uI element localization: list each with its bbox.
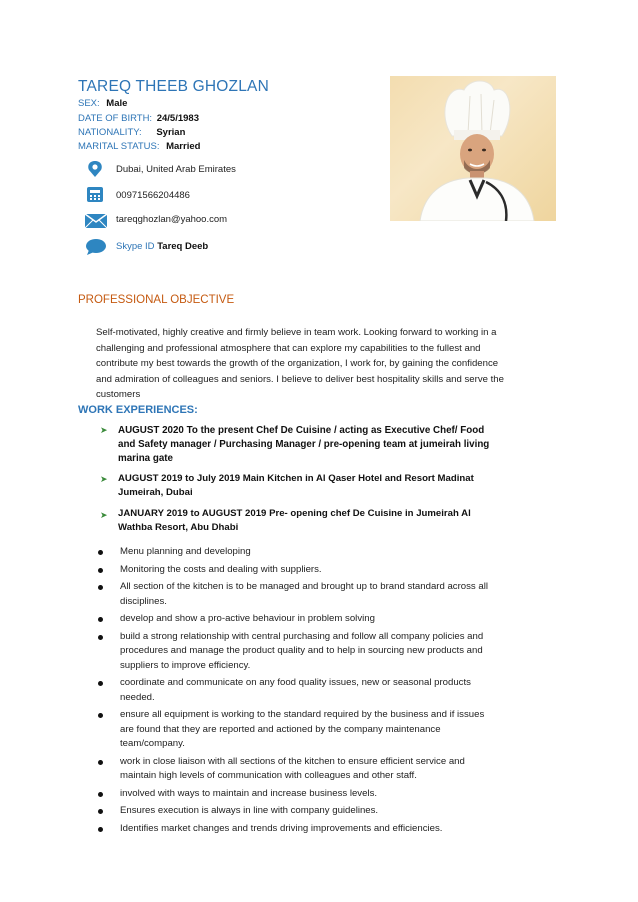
duty-text: work in close liaison with all sections of the kitchen to ensure efficient service and maintain high levels of communication with colleagues and other staff.: [120, 755, 465, 781]
experience-item: AUGUST 2019 to July 2019 Main Kitchen in Al Qaser Hotel and Resort Madinat Jumeirah, Dubai: [118, 473, 474, 498]
duty-text: Ensures execution is always in line with company guidelines.: [120, 805, 379, 816]
duty-item: [98, 787, 498, 802]
bullet-dot-icon: [98, 568, 103, 573]
phone-text: 00971566204486: [116, 190, 190, 201]
duty-text: involved with ways to maintain and increase business levels.: [120, 787, 378, 799]
duty-item: [98, 822, 498, 837]
email-text[interactable]: tareqghozlan@yahoo.com: [116, 214, 228, 225]
duty-text: Menu planning and developing: [120, 546, 251, 557]
location-pin-icon: [84, 160, 106, 176]
bullet-dot-icon: [98, 809, 103, 814]
skype-label: Skype ID: [116, 241, 155, 252]
marital-value: Married: [166, 141, 201, 152]
nationality-value: Syrian: [156, 127, 186, 138]
bullet-dot-icon: [98, 681, 103, 686]
phone-icon: [84, 186, 106, 202]
duty-text: Monitoring the costs and dealing with suppliers.: [120, 563, 322, 575]
duty-item: [98, 676, 498, 705]
profile-photo: [390, 76, 556, 221]
duty-item: [98, 708, 498, 752]
nationality-row: [78, 127, 185, 138]
experience-item: AUGUST 2020 To the present Chef De Cuisine / acting as Executive Chef/ Food and Safety manager / Purchasing Manager / pre-opening team at jumeirah living marina gate: [118, 425, 490, 464]
duty-text: develop and show a pro-active behaviour in problem solving: [120, 613, 375, 624]
dob-row: [78, 113, 199, 124]
duties-list: [98, 545, 498, 839]
duty-item: [98, 804, 498, 819]
bullet-dot-icon: [98, 550, 103, 555]
arrow-bullet-icon: ➤: [100, 474, 108, 484]
bullet-dot-icon: [98, 792, 103, 797]
duty-text: ensure all equipment is working to the standard required by the business and if issues are found that they are reported and actioned by the company maintenance team/company.: [120, 709, 485, 749]
bullet-dot-icon: [98, 617, 103, 622]
duty-text: build a strong relationship with central purchasing and follow all company policies and procedures and manage the product quality and to help in sourcing new products and suppliers to improve efficiency.: [120, 630, 484, 671]
location-text: Dubai, United Arab Emirates: [116, 164, 236, 175]
objective-text: Self-motivated, highly creative and firmly believe in team work. Looking forward to working in a challenging and professional atmosphere that can explore my capabilities to the fullest and contribute my best towards the growth of the organization, I work for, by gaining the confidence and admiration of colleagues and seniors. I believe to deliver best hospitality skills and serve the customers: [96, 327, 504, 400]
resume-name: TAREQ THEEB GHOZLAN: [78, 78, 269, 95]
dob-label: DATE OF BIRTH:: [78, 113, 153, 124]
marital-row: [78, 141, 200, 152]
dob-value: 24/5/1983: [156, 113, 199, 124]
sex-row: [78, 98, 127, 109]
duty-item: [98, 612, 498, 627]
skype-row: [116, 241, 208, 252]
arrow-bullet-icon: ➤: [100, 425, 108, 435]
email-envelope-icon: [84, 213, 106, 229]
sex-value: Male: [106, 98, 128, 109]
bullet-dot-icon: [98, 635, 103, 640]
arrow-bullet-icon: ➤: [100, 510, 108, 520]
work-heading: WORK EXPERIENCES:: [78, 404, 198, 416]
duty-text: coordinate and communicate on any food quality issues, new or seasonal products needed.: [120, 677, 471, 703]
duty-item: [98, 630, 498, 674]
duty-text: Identifies market changes and trends driving improvements and efficiencies.: [120, 822, 443, 834]
experience-item: JANUARY 2019 to AUGUST 2019 Pre- opening chef De Cuisine in Jumeirah Al Wathba Resort, Abu Dhabi: [118, 508, 471, 533]
duty-item: [98, 563, 498, 578]
bullet-dot-icon: [98, 585, 103, 590]
duty-item: [98, 545, 498, 560]
duty-item: [98, 755, 498, 784]
duty-text: All section of the kitchen is to be managed and brought up to brand standard across all disciplines.: [120, 581, 488, 607]
marital-label: MARITAL STATUS:: [78, 141, 160, 152]
duty-item: [98, 580, 498, 609]
bullet-dot-icon: [98, 713, 103, 718]
skype-value: Tareq Deeb: [157, 241, 209, 252]
nationality-label: NATIONALITY:: [78, 127, 142, 138]
bullet-dot-icon: [98, 760, 103, 765]
objective-heading: PROFESSIONAL OBJECTIVE: [78, 294, 235, 306]
skype-chat-icon: [84, 238, 106, 254]
bullet-dot-icon: [98, 827, 103, 832]
sex-label: SEX:: [78, 98, 100, 109]
